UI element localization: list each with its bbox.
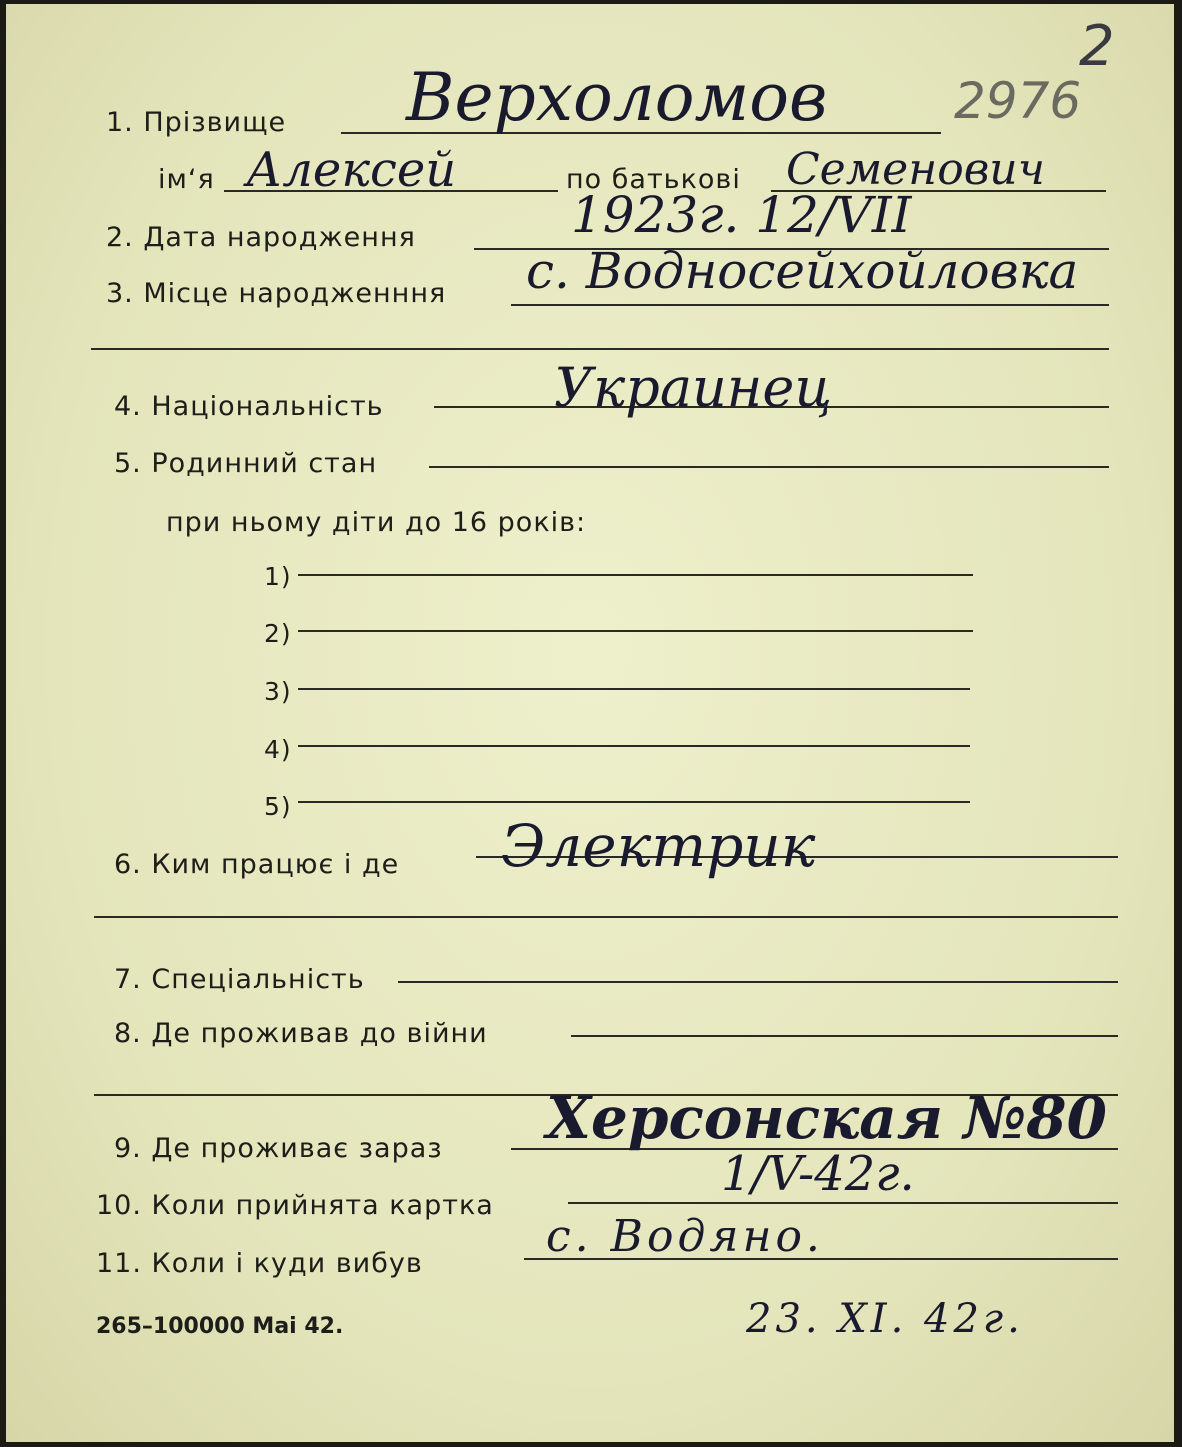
- patronymic-value: Семенович: [786, 144, 1046, 195]
- specialty-line: [398, 981, 1118, 983]
- print-run-footer: 265–100000 Маі 42.: [96, 1314, 344, 1339]
- card-accepted-value: 1/V-42г.: [721, 1146, 915, 1202]
- specialty-label: 7. Спеціальність: [114, 964, 365, 995]
- child-5-line: [298, 801, 970, 803]
- departed-where-value: с. Водяно.: [546, 1211, 824, 1262]
- children-label: при ньому діти до 16 років:: [166, 507, 587, 538]
- child-4-line: [298, 745, 970, 747]
- card-accepted-line: [568, 1202, 1118, 1204]
- child-3-line: [298, 688, 970, 690]
- birth-place-line-2: [91, 348, 1109, 350]
- child-2-line: [298, 630, 973, 632]
- marital-status-label: 5. Родинний стан: [114, 448, 378, 479]
- prewar-address-label: 8. Де проживав до війни: [114, 1018, 488, 1049]
- birth-place-line: [511, 304, 1109, 306]
- birth-date-value: 1923г. 12/VII: [571, 186, 912, 244]
- current-address-value: Херсонская №80: [546, 1084, 1107, 1152]
- child-3-label: 3): [264, 677, 292, 706]
- card-number: 2976: [954, 72, 1082, 130]
- child-1-line: [298, 574, 973, 576]
- occupation-value: Электрик: [501, 812, 816, 880]
- occupation-line-2: [94, 916, 1118, 918]
- prewar-address-line: [571, 1035, 1118, 1037]
- marital-status-line: [429, 466, 1109, 468]
- departed-when-value: 23. XI. 42г.: [746, 1296, 1024, 1342]
- child-5-label: 5): [264, 792, 292, 821]
- occupation-label: 6. Ким працює і де: [114, 849, 400, 880]
- birth-date-label: 2. Дата народження: [106, 222, 416, 253]
- first-name-label: ім‘я: [158, 164, 215, 195]
- birth-place-value: с. Водносейхойловка: [526, 242, 1079, 300]
- nationality-label: 4. Національність: [114, 391, 384, 422]
- surname-value: Верхоломов: [406, 59, 828, 136]
- child-1-label: 1): [264, 562, 292, 591]
- child-2-label: 2): [264, 619, 292, 648]
- current-address-label: 9. Де проживає зараз: [114, 1133, 443, 1164]
- surname-label: 1. Прізвище: [106, 107, 287, 138]
- first-name-value: Алексей: [246, 142, 457, 198]
- child-4-label: 4): [264, 735, 292, 764]
- patronymic-label: по батькові: [566, 164, 741, 195]
- card-accepted-label: 10. Коли прийнята картка: [96, 1190, 494, 1221]
- birth-place-label: 3. Місце народженння: [106, 278, 447, 309]
- nationality-value: Украинец: [554, 356, 833, 419]
- corner-number: 2: [1079, 14, 1115, 79]
- departed-label: 11. Коли і куди вибув: [96, 1248, 423, 1279]
- registration-card: [6, 4, 1174, 1442]
